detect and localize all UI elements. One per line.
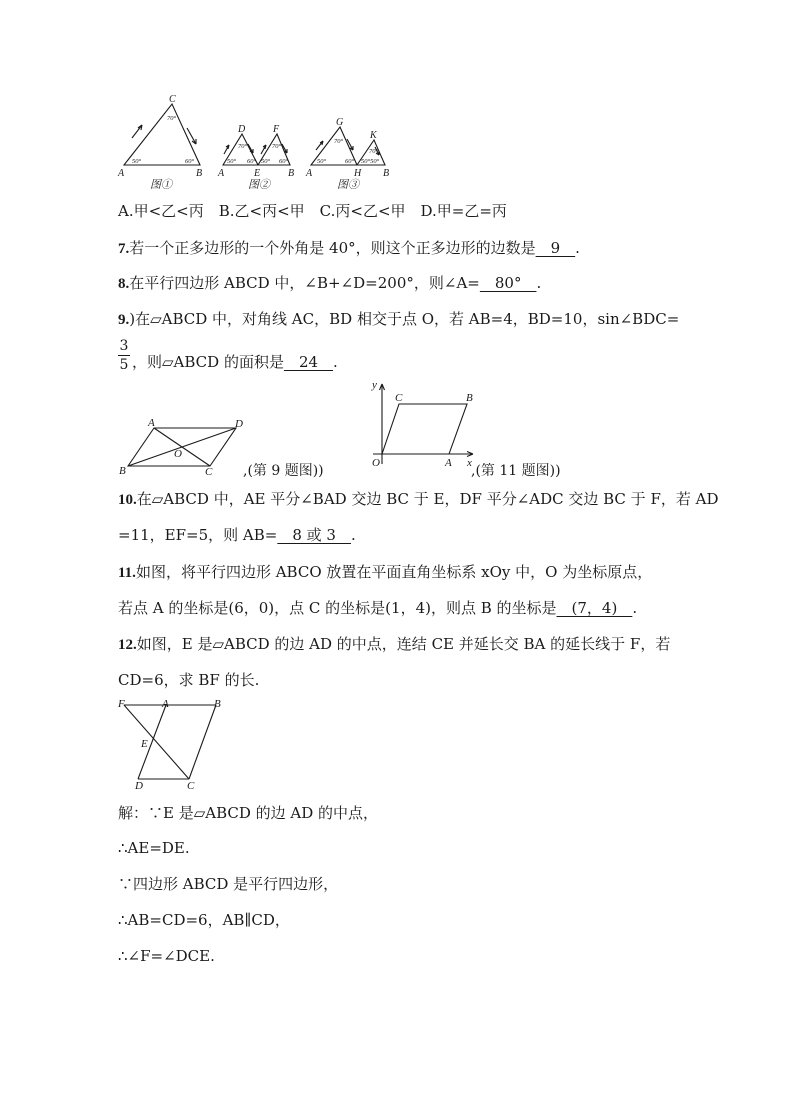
angle-70-5: 70°: [369, 148, 379, 155]
q9-figure-caption: ,(第 9 题图)): [243, 463, 324, 479]
q12-number: 12.: [118, 637, 137, 653]
q11-end: .: [632, 599, 638, 617]
angle-70-2: 70°: [238, 143, 248, 150]
angle-60-1: 60°: [185, 158, 195, 165]
angle-50-4: 50°: [317, 158, 327, 165]
q11-label-x: x: [467, 457, 472, 469]
angle-60-2: 60°: [247, 158, 257, 165]
q11-label-y: y: [372, 379, 377, 391]
label-A3: A: [306, 168, 313, 179]
q12-line1: 如图，E 是▱ABCD 的边 AD 的中点，连结 CE 并延长交 BA 的延长线于 F，若: [136, 635, 671, 653]
q9-fraction-denominator: 5: [119, 357, 129, 373]
question-9-cont: [132, 352, 338, 372]
label-E: E: [254, 168, 261, 179]
q6-options: A.甲<乙<丙 B.乙<丙<甲 C.丙<乙<甲 D.甲=乙=丙: [118, 202, 507, 220]
q11-label-B: B: [466, 392, 473, 404]
segment-fc: [124, 705, 189, 779]
question-12-cont: [118, 670, 259, 690]
q12-label-B: B: [214, 698, 221, 710]
q11-label-A: A: [445, 457, 452, 469]
question-11: [118, 562, 652, 583]
diagonal-bd: [128, 428, 236, 466]
angle-50-3: 50°: [261, 158, 271, 165]
q8-text: 在平行四边形 ABCD 中，∠B+∠D=200°，则∠A=: [129, 274, 480, 292]
q12-line2: CD=6，求 BF 的长.: [118, 671, 260, 689]
question-10: [118, 489, 719, 510]
q9-end: .: [333, 353, 338, 371]
fig1-triangle: [124, 104, 200, 165]
q9-text: )在▱ABCD 中，对角线 AC，BD 相交于点 O，若 AB=4，BD=10，sin∠BDC=: [129, 310, 680, 328]
q9-label-O: O: [174, 448, 182, 460]
q9-answer: 24: [283, 353, 334, 371]
label-B2: B: [288, 168, 295, 179]
q11-line1: 如图，将平行四边形 ABCO 放置在平面直角坐标系 xOy 中，O 为坐标原点，: [135, 563, 653, 581]
side-bc: [189, 705, 216, 779]
q12-label-F: F: [118, 698, 125, 710]
q12-label-D: D: [135, 780, 143, 792]
q9-figure: [116, 414, 246, 478]
parallelogram-abco: [382, 404, 467, 454]
label-A: A: [118, 168, 125, 179]
solution-line-5: ∴∠F=∠DCE.: [118, 947, 215, 965]
q7-number: 7.: [118, 241, 130, 257]
q9-fraction-numerator: 3: [119, 338, 129, 354]
q9-label-A: A: [148, 417, 155, 429]
caption-fig3: 图③: [337, 179, 359, 191]
angle-60-4: 60°: [345, 158, 355, 165]
q11-answer: (7，4): [556, 599, 633, 617]
q6-figure: [112, 92, 412, 194]
q12-label-E: E: [141, 738, 148, 750]
label-H: H: [354, 168, 362, 179]
question-10-cont: [118, 525, 356, 545]
solution-line-4: ∴AB=CD=6，AB∥CD，: [118, 911, 290, 929]
solution-line-2: ∴AE=DE.: [118, 839, 190, 857]
solution-line-1: 解：∵E 是▱ABCD 的边 AD 的中点，: [118, 804, 379, 822]
label-F: F: [273, 124, 280, 135]
angle-50-1: 50°: [132, 158, 142, 165]
question-12: [118, 634, 670, 655]
q8-number: 8.: [118, 276, 130, 292]
angle-60-3: 60°: [279, 158, 289, 165]
angle-50-2: 50°: [227, 158, 237, 165]
angle-5050: 50°50°: [361, 158, 380, 165]
q7-end: .: [575, 239, 580, 257]
caption-fig2: 图②: [248, 179, 270, 191]
q10-number: 10.: [118, 492, 137, 508]
question-9: [118, 309, 679, 330]
q11-figure-caption: ,(第 11 题图)): [471, 463, 561, 479]
q11-figure: [367, 378, 479, 470]
label-G: G: [336, 117, 344, 128]
label-A2: A: [218, 168, 225, 179]
question-7: [118, 238, 580, 259]
question-11-cont: [118, 598, 637, 618]
q7-text: 若一个正多边形的一个外角是 40°，则这个正多边形的边数是: [129, 239, 536, 257]
label-B: B: [196, 168, 203, 179]
angle-70-1: 70°: [167, 115, 177, 122]
q9-label-B: B: [119, 465, 126, 477]
q9-fraction: [118, 338, 130, 373]
label-D: D: [238, 124, 246, 135]
q7-answer: 9: [535, 239, 576, 257]
q10-answer: 8 或 3: [277, 526, 351, 544]
label-B3: B: [383, 168, 390, 179]
caption-fig1: 图①: [150, 179, 172, 191]
q10-line2: =11，EF=5，则 AB=: [118, 526, 278, 544]
q8-end: .: [536, 274, 542, 292]
q10-end: .: [350, 526, 356, 544]
q8-answer: 80°: [479, 274, 537, 292]
q11-line2: 若点 A 的坐标是(6，0)，点 C 的坐标是(1，4)，则点 B 的坐标是: [118, 599, 557, 617]
angle-70-3: 70°: [272, 143, 282, 150]
q12-label-C: C: [187, 780, 195, 792]
question-8: [118, 273, 541, 294]
q11-label-C: C: [395, 392, 403, 404]
q12-figure: [114, 696, 230, 792]
solution-line-3: ∵四边形 ABCD 是平行四边形，: [118, 875, 339, 893]
q10-line1: 在▱ABCD 中，AE 平分∠BAD 交边 BC 于 E，DF 平分∠ADC 交边 BC 于 F，若 AD: [136, 490, 719, 508]
label-K: K: [370, 130, 377, 141]
q11-number: 11.: [118, 565, 136, 581]
label-C: C: [169, 94, 176, 105]
q11-label-O: O: [372, 457, 380, 469]
angle-70-4: 70°: [334, 138, 344, 145]
q12-label-A: A: [162, 698, 169, 710]
q9-label-D: D: [235, 418, 243, 430]
q9-text2: ，则▱ABCD 的面积是: [132, 353, 284, 371]
q9-label-C: C: [205, 466, 213, 478]
q9-number: 9.: [118, 312, 130, 328]
